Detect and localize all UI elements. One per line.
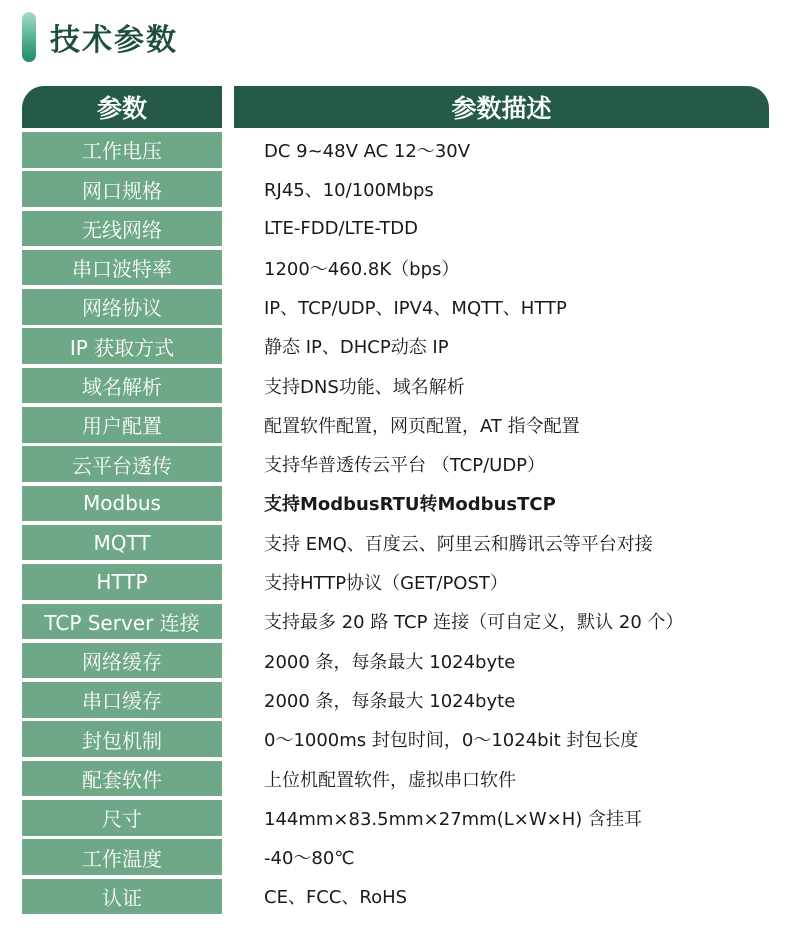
table-row [22, 682, 782, 718]
param-label: 域名解析 [22, 368, 222, 404]
param-value: IP、TCP/UDP、IPV4、MQTT、HTTP [264, 297, 567, 319]
param-value: LTE-FDD/LTE-TDD [264, 217, 419, 239]
table-row [22, 250, 782, 286]
table-row [22, 564, 782, 600]
table-row [22, 368, 782, 404]
section-title [22, 12, 178, 62]
param-value: 144mm×83.5mm×27mm(L×W×H) 含挂耳 [264, 808, 642, 830]
param-value: RJ45、10/100Mbps [264, 180, 434, 202]
param-label: 云平台透传 [22, 446, 222, 482]
param-label: TCP Server 连接 [22, 604, 222, 640]
table-row [22, 171, 782, 207]
table-row [22, 446, 782, 482]
param-label: 网络缓存 [22, 643, 222, 679]
param-label: 网络协议 [22, 289, 222, 325]
param-label: 网口规格 [22, 171, 222, 207]
table-row [22, 761, 782, 797]
param-label: 配套软件 [22, 761, 222, 797]
param-value: 1200～460.8K（bps） [264, 258, 460, 280]
table-row [22, 604, 782, 640]
table-row [22, 800, 782, 836]
param-label: 工作温度 [22, 839, 222, 875]
table-row [22, 289, 782, 325]
table-row [22, 486, 782, 522]
table-row [22, 407, 782, 443]
page-title: 技术参数 [50, 23, 178, 58]
param-label: 尺寸 [22, 800, 222, 836]
param-label: 用户配置 [22, 407, 222, 443]
param-label: HTTP [22, 564, 222, 600]
param-value: 2000 条，每条最大 1024byte [264, 690, 516, 712]
param-label: 认证 [22, 879, 222, 915]
table-row [22, 643, 782, 679]
column-header-param: 参数 [22, 86, 222, 128]
param-value: 静态 IP、DHCP动态 IP [264, 337, 449, 359]
param-value: 支持华普透传云平台 （TCP/UDP） [264, 455, 546, 477]
param-value: 支持DNS功能、域名解析 [264, 376, 465, 398]
table-row [22, 328, 782, 364]
column-header-description: 参数描述 [234, 86, 769, 128]
table-row [22, 879, 782, 915]
table-row [22, 839, 782, 875]
table-row [22, 132, 782, 168]
param-label: 封包机制 [22, 721, 222, 757]
param-value: 配置软件配置，网页配置，AT 指令配置 [264, 415, 580, 437]
param-label: 串口波特率 [22, 250, 222, 286]
param-value: 2000 条，每条最大 1024byte [264, 651, 516, 673]
table-row [22, 211, 782, 247]
param-value: -40～80℃ [264, 848, 355, 870]
param-label: Modbus [22, 486, 222, 522]
param-value: 支持HTTP协议（GET/POST） [264, 573, 508, 595]
param-value: 0～1000ms 封包时间，0～1024bit 封包长度 [264, 730, 639, 752]
title-accent-bar [22, 12, 36, 62]
param-label: 串口缓存 [22, 682, 222, 718]
param-value: 支持 EMQ、百度云、阿里云和腾讯云等平台对接 [264, 533, 653, 555]
param-label: 工作电压 [22, 132, 222, 168]
param-label: 无线网络 [22, 211, 222, 247]
param-value: 上位机配置软件，虚拟串口软件 [264, 769, 516, 791]
spec-table [22, 132, 782, 918]
param-label: IP 获取方式 [22, 328, 222, 364]
table-row [22, 525, 782, 561]
param-label: MQTT [22, 525, 222, 561]
param-value: DC 9~48V AC 12～30V [264, 140, 471, 162]
param-value: 支持ModbusRTU转ModbusTCP [264, 494, 556, 516]
table-row [22, 721, 782, 757]
param-value: CE、FCC、RoHS [264, 887, 408, 909]
param-value: 支持最多 20 路 TCP 连接（可自定义，默认 20 个） [264, 612, 684, 634]
